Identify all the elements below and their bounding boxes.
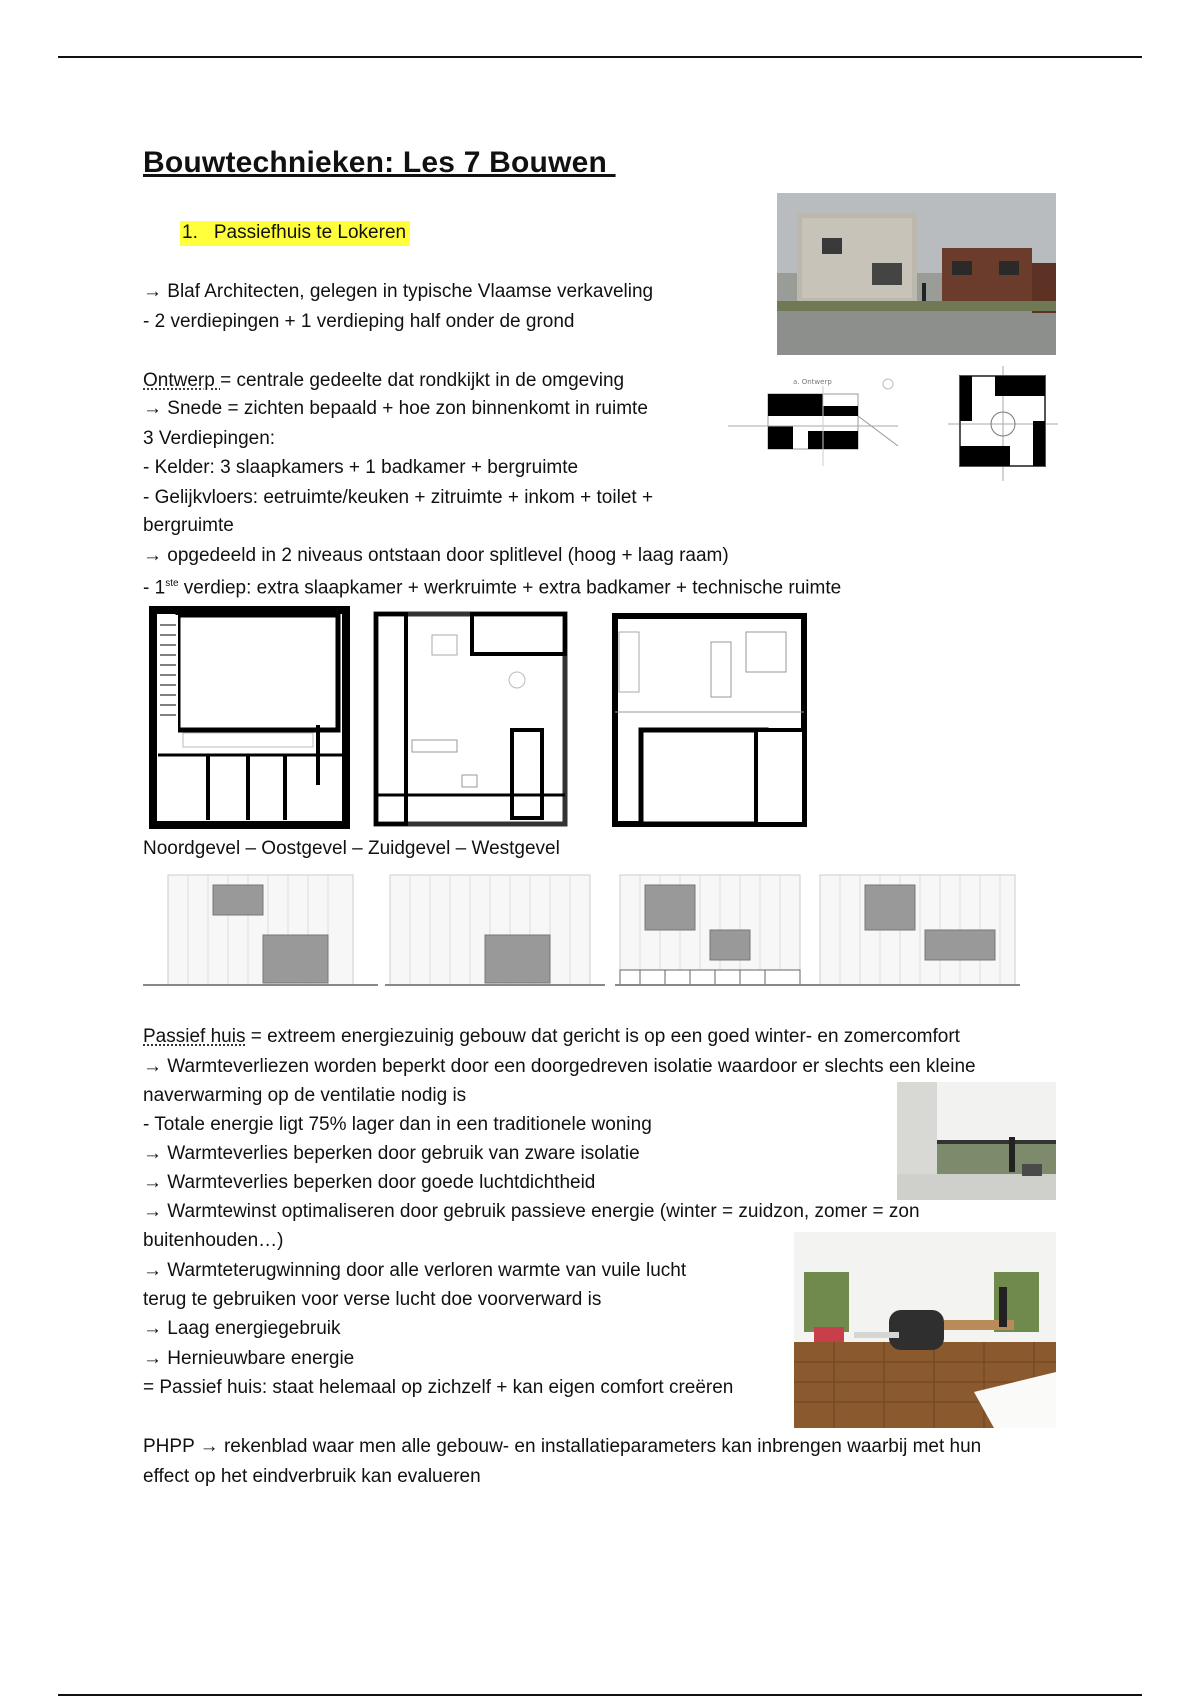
passief-line: → Warmteverliezen worden beperkt door een doorgedreven isolatie waardoor er slechts een kleine — [143, 1056, 976, 1077]
ontwerp-line: → opgedeeld in 2 niveaus ontstaan door splitlevel (hoog + laag raam) — [143, 545, 729, 566]
section-number: 1. — [182, 222, 198, 243]
intro-line: - 2 verdiepingen + 1 verdieping half onder de grond — [143, 311, 575, 332]
section-heading — [180, 221, 410, 246]
passief-line: buitenhouden…) — [143, 1230, 284, 1251]
ontwerp-line: bergruimte — [143, 515, 234, 536]
elevation-noord — [143, 870, 378, 995]
intro-line: → Blaf Architecten, gelegen in typische Vlaamse verkaveling — [143, 281, 654, 302]
interior-photo-upper — [897, 1082, 1056, 1200]
elevation-oost — [385, 870, 605, 995]
ontwerp-line: - Gelijkvloers: eetruimte/keuken + zitruimte + inkom + toilet + — [143, 487, 654, 508]
passief-line: naverwarming op de ventilatie nodig is — [143, 1085, 467, 1106]
ontwerp-line: - 1ste verdiep: extra slaapkamer + werkruimte + extra badkamer + technische ruimte — [143, 577, 842, 599]
elevation-zuid — [615, 870, 815, 995]
plan-diagram — [948, 366, 1058, 481]
elevation-west — [815, 870, 1020, 995]
section-diagram — [723, 366, 913, 481]
passief-definition: Passief huis = extreem energiezuinig gebouw dat gericht is op een goed winter- en zomercomfort — [143, 1026, 960, 1047]
passief-line: → Warmteterugwinning door alle verloren warmte van vuile lucht — [143, 1260, 687, 1281]
ontwerp-line: - Kelder: 3 slaapkamers + 1 badkamer + bergruimte — [143, 457, 579, 478]
section-label: Passiefhuis te Lokeren — [213, 222, 407, 243]
diagram-label: a. Ontwerp — [793, 378, 832, 386]
house-exterior-photo — [777, 193, 1056, 355]
passief-line: → Warmteverlies beperken door goede luchtdichtheid — [143, 1172, 596, 1193]
ontwerp-definition: Ontwerp = centrale gedeelte dat rondkijkt in de omgeving — [143, 370, 625, 391]
phpp-line: PHPP → rekenblad waar men alle gebouw- en installatieparameters kan inbrengen waarbij met hun — [143, 1436, 982, 1457]
floor-plan-kelder — [148, 605, 351, 830]
passief-line: → Laag energiegebruik — [143, 1318, 341, 1339]
passief-line: → Hernieuwbare energie — [143, 1348, 355, 1369]
passief-term: Passief huis — [143, 1026, 246, 1047]
passief-line: → Warmteverlies beperken door gebruik van zware isolatie — [143, 1143, 640, 1164]
passief-line: = Passief huis: staat helemaal op zichzelf + kan eigen comfort creëren — [143, 1377, 734, 1398]
footer-rule — [58, 1694, 1142, 1696]
ontwerp-term: Ontwerp — [143, 370, 221, 391]
floor-plan-gelijkvloers — [372, 610, 569, 828]
interior-photo-lower — [794, 1232, 1056, 1428]
floor-plan-eerste-verdiep — [611, 612, 808, 828]
header-rule — [58, 56, 1142, 58]
passief-line: - Totale energie ligt 75% lager dan in een traditionele woning — [143, 1114, 652, 1135]
gevels-caption: Noordgevel – Oostgevel – Zuidgevel – Westgevel — [143, 838, 560, 859]
passief-line: → Warmtewinst optimaliseren door gebruik passieve energie (winter = zuidzon, zomer = zon — [143, 1201, 920, 1222]
passief-line: terug te gebruiken voor verse lucht doe voorverward is — [143, 1289, 602, 1310]
ontwerp-line: → Snede = zichten bepaald + hoe zon binnenkomt in ruimte — [143, 398, 648, 419]
ontwerp-line: 3 Verdiepingen: — [143, 428, 276, 449]
phpp-line: effect op het eindverbruik kan evalueren — [143, 1466, 481, 1487]
page-title: Bouwtechnieken: Les 7 Bouwen — [143, 146, 616, 179]
